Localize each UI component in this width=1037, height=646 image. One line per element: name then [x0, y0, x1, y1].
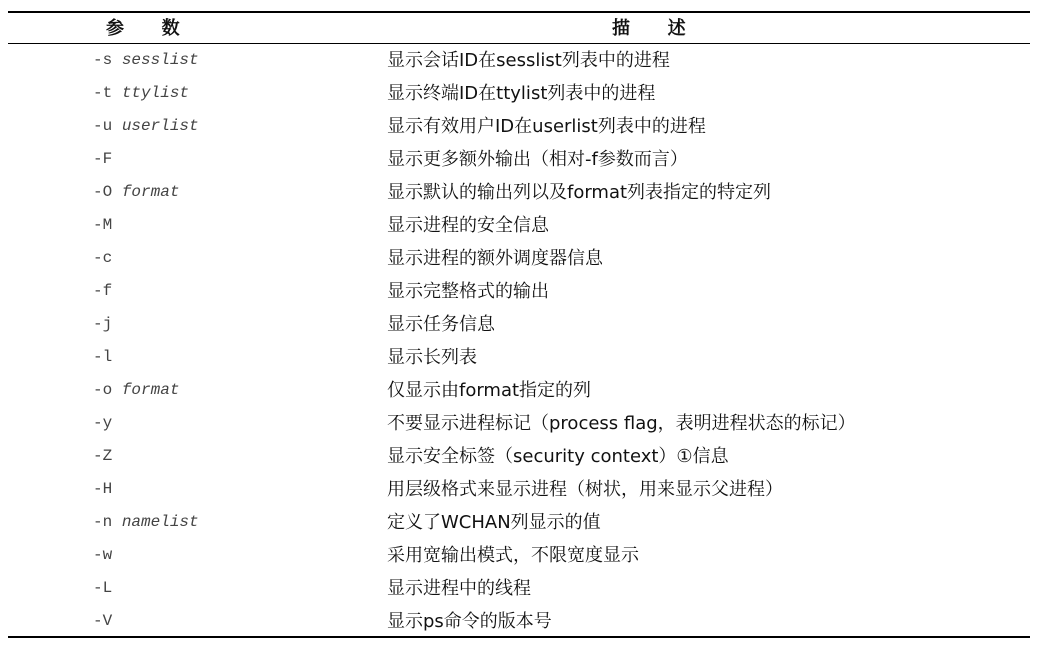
table-bottom-rule — [8, 636, 1030, 638]
param-cell: -n namelist — [93, 513, 199, 531]
param-cell: -j — [93, 315, 113, 333]
desc-cell: 显示进程中的线程 — [387, 578, 531, 599]
table-row — [0, 77, 1037, 110]
table-row — [0, 341, 1037, 374]
desc-cell: 采用宽输出模式，不限宽度显示 — [387, 545, 639, 566]
param-cell: -s sesslist — [93, 51, 199, 69]
desc-cell: 显示长列表 — [387, 347, 477, 368]
table-row — [0, 605, 1037, 638]
desc-cell: 显示完整格式的输出 — [387, 281, 549, 302]
header-desc: 描 述 — [612, 18, 686, 39]
desc-cell: 显示会话ID在sesslist列表中的进程 — [387, 50, 670, 71]
param-cell: -o format — [93, 381, 180, 399]
desc-cell: 显示有效用户ID在userlist列表中的进程 — [387, 116, 706, 137]
param-cell: -u userlist — [93, 117, 199, 135]
desc-cell: 仅显示由format指定的列 — [387, 380, 592, 401]
table-row — [0, 539, 1037, 572]
desc-cell: 显示进程的安全信息 — [387, 215, 549, 236]
table-row — [0, 209, 1037, 242]
table-row — [0, 242, 1037, 275]
table-row — [0, 473, 1037, 506]
desc-cell: 显示进程的额外调度器信息 — [387, 248, 603, 269]
param-cell: -L — [93, 579, 113, 597]
param-cell: -F — [93, 150, 113, 168]
table-row — [0, 44, 1037, 77]
desc-cell: 定义了WCHAN列显示的值 — [387, 512, 601, 533]
param-cell: -w — [93, 546, 113, 564]
param-cell: -M — [93, 216, 113, 234]
table-row — [0, 308, 1037, 341]
desc-cell: 显示更多额外输出（相对-f参数而言） — [387, 149, 688, 170]
header-param: 参 数 — [106, 18, 180, 39]
desc-cell: 显示ps命令的版本号 — [387, 611, 552, 632]
table-row — [0, 407, 1037, 440]
param-cell: -t ttylist — [93, 84, 190, 102]
table-row — [0, 572, 1037, 605]
table-row — [0, 275, 1037, 308]
table-top-rule — [8, 11, 1030, 13]
param-cell: -V — [93, 612, 113, 630]
param-cell: -c — [93, 249, 113, 267]
param-cell: -y — [93, 414, 113, 432]
param-cell: -l — [93, 348, 113, 366]
table-row — [0, 176, 1037, 209]
param-cell: -H — [93, 480, 113, 498]
desc-cell: 显示默认的输出列以及format列表指定的特定列 — [387, 182, 772, 203]
desc-cell: 显示安全标签（security context）①信息 — [387, 446, 729, 467]
desc-cell: 用层级格式来显示进程（树状，用来显示父进程） — [387, 479, 783, 500]
desc-cell: 显示任务信息 — [387, 314, 495, 335]
param-cell: -f — [93, 282, 113, 300]
param-cell: -O format — [93, 183, 180, 201]
table-row — [0, 110, 1037, 143]
table-row — [0, 143, 1037, 176]
table-row — [0, 506, 1037, 539]
param-cell: -Z — [93, 447, 113, 465]
table-row — [0, 374, 1037, 407]
desc-cell: 不要显示进程标记（process flag，表明进程状态的标记） — [387, 413, 856, 434]
desc-cell: 显示终端ID在ttylist列表中的进程 — [387, 83, 656, 104]
table-row — [0, 440, 1037, 473]
